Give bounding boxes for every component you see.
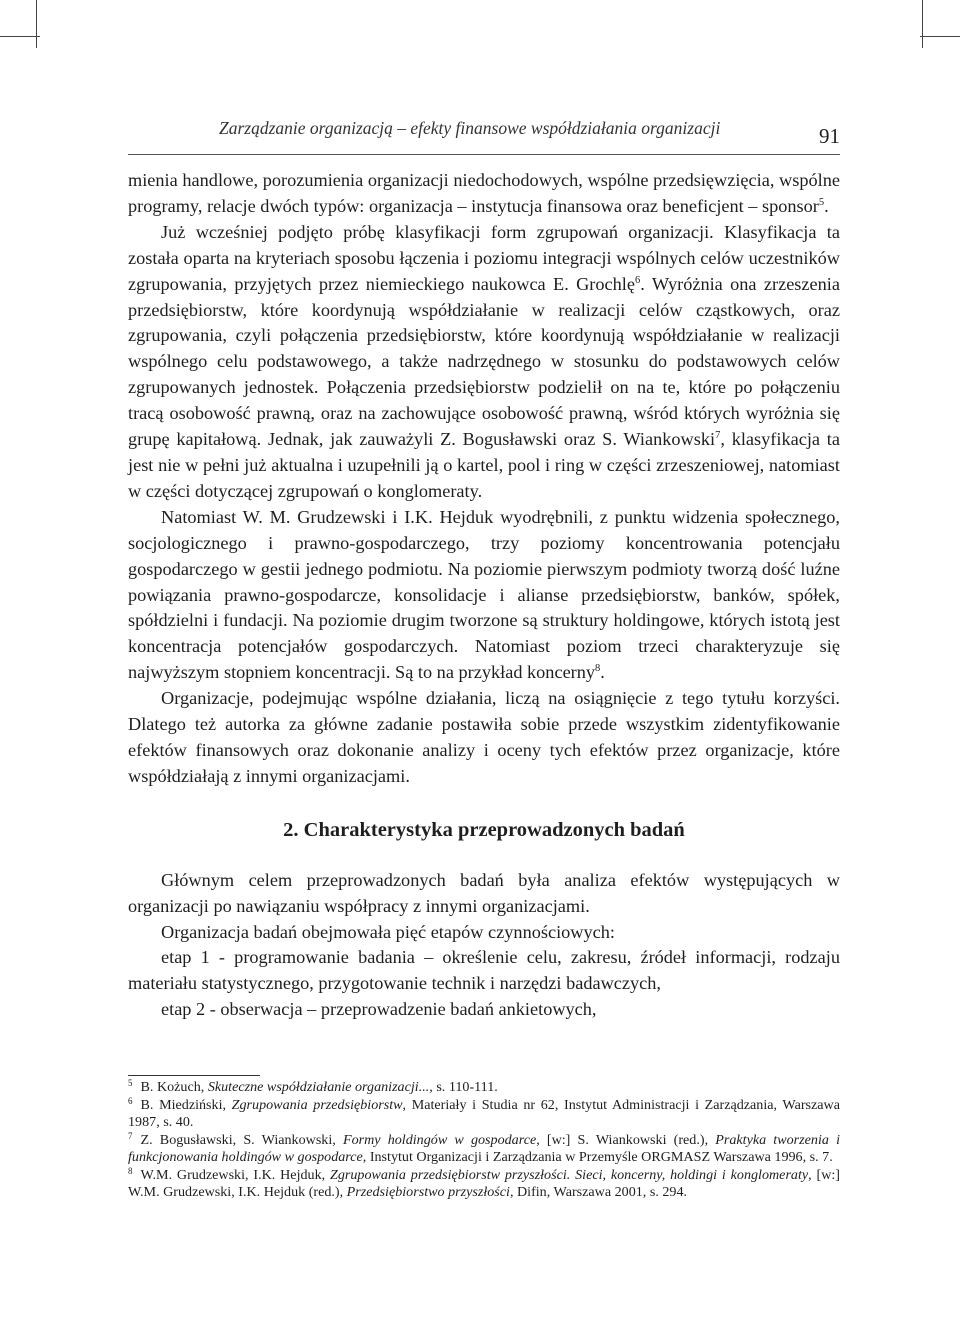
paragraph-3: [128, 505, 840, 686]
footnote-8-title-2: Przedsiębiorstwo przyszłości: [346, 1184, 510, 1200]
footnote-5-details: , s. 110-111.: [429, 1079, 498, 1095]
footnote-6-author: B. Miedziński,: [140, 1096, 232, 1113]
paragraph-5: Głównym celem przeprowadzonych badań była analiza efektów występujących w organizacji po nawiązaniu współpracy z innymi organizacjami.: [128, 869, 840, 916]
footnote-ref-8[interactable]: 8: [595, 663, 601, 675]
paragraph-4: Organizacje, podejmując wspólne działania, liczą na osiągnięcie z tego tytułu korzyści. Dlatego też autorka za główne zadanie postawiła sobie przede wszystkim zidentyfikowanie efektów finansowych oraz dokonanie analizy i oceny tych efektów przez organizacje, które współdziałają z innymi organizacjami.: [128, 688, 840, 786]
footnote-ref-5[interactable]: 5: [818, 196, 825, 208]
footnote-5-author: B. Kożuch,: [140, 1079, 208, 1095]
footnote-8-number: 8: [128, 1165, 133, 1176]
footnote-8-author: W.M. Grudzewski, I.K. Hejduk,: [140, 1166, 330, 1183]
paragraph-2-text-c: , klasyfikacja ta jest nie w pełni już aktualna i uzupełnili ją o kartel, pool i ring w części zrzeszeniowej, natomiast w części dotyczącej zgrupowań o konglomeraty.: [128, 429, 841, 501]
crop-mark-top-left-horizontal: [0, 36, 40, 37]
page-number: 91: [819, 124, 840, 148]
paragraph-2-text-a: Już wcześniej podjęto próbę klasyfikacji form zgrupowań organizacji. Klasyfikacja ta została oparta na kryteriach sposobu łączenia i poziomu integracji wspólnych celów uczestników zgrupowania, przyjętych przez niemieckiego naukowca E. Grochlę: [128, 221, 840, 294]
crop-mark-top-left: [36, 0, 37, 48]
paragraph-1: [128, 168, 840, 220]
footnote-7-author: Z. Bogusławski, S. Wiankowski,: [140, 1131, 343, 1148]
crop-mark-top-right-horizontal: [920, 36, 960, 37]
paragraph-1-end: .: [824, 195, 829, 216]
body-text: [128, 168, 840, 1023]
footnote-8-details-b: , Difin, Warszawa 2001, s. 294.: [509, 1184, 688, 1200]
footnote-6-number: 6: [128, 1095, 133, 1106]
paragraph-2-text-b: . Wyróżnia ona zrzeszenia przedsiębiorstw, które koordynują współdziałanie w realizacji celów cząstkowych, oraz zgrupowania, czyli połączenia przedsiębiorstw, które koordynują współdziałanie w realizacji wspólnego celu podstawowego, a także nadrzędnego w stosunku do podstawowych celów zgrupowanych jednostek. Połączenia przedsiębiorstw podzielił on na te, które po połączeniu tracą osobowość prawną, oraz na zachowujące osobowość prawną, wśród których wyróżnia się grupę kapitałową. Jednak, jak zauważyli Z. Bogusławski oraz S. Wiankowski: [128, 273, 840, 450]
footnote-7-details-b: , Instytut Organizacji i Zarządzania w Przemyśle ORGMASZ Warszawa 1996, s. 7.: [362, 1149, 833, 1165]
paragraph-6: Organizacja badań obejmowała pięć etapów czynnościowych:: [161, 921, 615, 942]
crop-mark-top-right: [922, 0, 923, 48]
footnotes: [128, 1079, 840, 1202]
paragraph-1-text: mienia handlowe, porozumienia organizacji niedochodowych, wspólne przedsięwzięcia, wspólne programy, relacje dwóch typów: organizacja – instytucja finansowa oraz beneficjent – sponsor: [128, 170, 840, 216]
footnote-6-title: Zgrupowania przedsiębiorstw: [231, 1096, 403, 1113]
footnote-ref-6[interactable]: 6: [634, 274, 641, 286]
footnote-5-title: Skuteczne współdziałanie organizacji...: [207, 1079, 430, 1095]
footnote-8: [128, 1167, 840, 1202]
paragraph-3-end: .: [600, 662, 605, 683]
paragraph-2: [128, 220, 840, 505]
section-heading: 2. Charakterystyka przeprowadzonych badań: [283, 818, 685, 841]
footnote-5-number: 5: [128, 1078, 133, 1088]
paragraph-8-stage-2: etap 2 - obserwacja – przeprowadzenie badań ankietowych,: [161, 999, 597, 1020]
footnote-7-title-2: Praktyka tworzenia i funkcjonowania holdingów w gospodarce: [128, 1131, 840, 1165]
footnote-7-number: 7: [128, 1130, 133, 1141]
footnote-7: [128, 1132, 840, 1167]
footnote-7-details-a: , [w:] S. Wiankowski (red.),: [536, 1131, 716, 1148]
paragraph-7-stage-1: etap 1 - programowanie badania – określenie celu, zakresu, źródeł informacji, rodzaju materiału statystycznego, przygotowanie technik i narzędzi badawczych,: [128, 947, 840, 994]
footnote-ref-7[interactable]: 7: [715, 430, 721, 442]
running-header: Zarządzanie organizacją – efekty finansowe współdziałania organizacji: [219, 118, 721, 138]
footnote-5: [128, 1079, 840, 1097]
footnote-8-details-a: , [w:] W.M. Grudzewski, I.K. Hejduk (red.),: [128, 1166, 840, 1200]
footnote-rule: [128, 1075, 260, 1076]
footnote-7-title: Formy holdingów w gospodarce: [342, 1131, 537, 1148]
paragraph-3-text: Natomiast W. M. Grudzewski i I.K. Hejduk wyodrębnili, z punktu widzenia społecznego, socjologicznego i prawno-gospodarczego, trzy poziomy koncentrowania potencjału gospodarczego w gestii jednego podmiotu. Na poziomie pierwszym podmioty tworzą dość luźne powiązania prawno-gospodarcze, konsolidacje i alianse przedsiębiorstw, banków, spółek, spółdzielni i fundacji. Na poziomie drugim tworzone są struktury holdingowe, których istotą jest koncentracja potencjałów gospodarczych. Natomiast poziom trzeci charakteryzuje się najwyższym stopniem koncentracji. Są to na przykład koncerny: [128, 506, 840, 683]
header-rule: [128, 154, 840, 155]
footnote-6: [128, 1097, 840, 1132]
footnote-8-title: Zgrupowania przedsiębiorstw przyszłości. Sieci, koncerny, holdingi i konglomeraty: [329, 1166, 809, 1183]
footnote-6-details: , Materiały i Studia nr 62, Instytut Administracji i Zarządzania, Warszawa 1987, s. 40.: [128, 1096, 840, 1130]
